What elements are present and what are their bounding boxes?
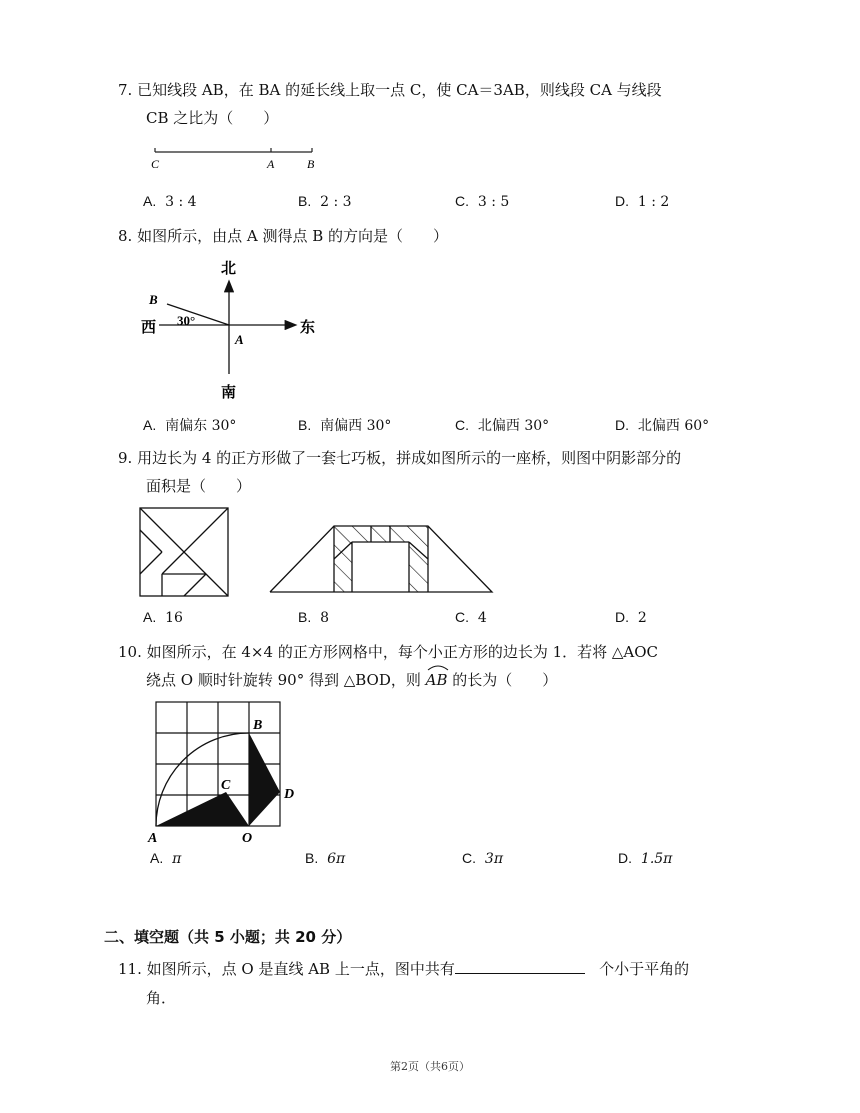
option-text: 1 : 2 xyxy=(637,194,670,210)
option-text: π xyxy=(172,851,182,867)
q10-stem-text-b: 的长为（ ） xyxy=(447,671,558,689)
option-text: 4 xyxy=(477,610,487,626)
q11-stem-line2: 角． xyxy=(146,989,177,1007)
option-text: 南偏东 30° xyxy=(165,418,237,434)
point-a-label: A xyxy=(235,332,244,347)
point-b-label: B xyxy=(307,157,315,171)
q7-segment-figure xyxy=(140,140,340,174)
option-letter: C. xyxy=(455,193,469,209)
option-letter: C. xyxy=(455,417,469,433)
option-letter: D. xyxy=(615,417,629,433)
option-text: 北偏西 60° xyxy=(637,418,710,434)
q8-option-a[interactable] xyxy=(143,415,236,435)
q10-option-a[interactable] xyxy=(150,850,181,867)
q9-stem-line2: 面积是（ ） xyxy=(146,477,252,495)
q10-option-d[interactable] xyxy=(618,850,672,867)
q8-stem-line1: 8. 如图所示，由点 A 测得点 B 的方向是（ ） xyxy=(118,227,449,245)
q7-option-a[interactable] xyxy=(143,193,197,210)
option-text: 1.5π xyxy=(640,851,673,867)
option-letter: A. xyxy=(150,850,164,866)
point-b-label: B xyxy=(149,292,158,307)
option-letter: B. xyxy=(298,193,312,209)
tangram-square-figure xyxy=(136,504,232,600)
q9-option-b[interactable] xyxy=(298,609,329,626)
q10-stem-text-a: 绕点 O 顺时针旋转 90° 得到 △BOD，则 xyxy=(146,671,426,689)
west-label: 西 xyxy=(141,320,157,336)
point-b-label: B xyxy=(253,718,263,733)
q10-stem-line1: 10. 如图所示，在 4×4 的正方形网格中，每个小正方形的边长为 1．若将 △AOC xyxy=(118,643,659,661)
south-label: 南 xyxy=(221,385,237,401)
option-text: 16 xyxy=(165,610,183,626)
answer-blank[interactable] xyxy=(455,959,585,974)
north-label: 北 xyxy=(221,261,237,277)
q9-stem-line1: 9. 用边长为 4 的正方形做了一套七巧板，拼成如图所示的一座桥，则图中阴影部分的 xyxy=(118,449,682,467)
page-footer: 第2页（共6页） xyxy=(390,1060,470,1073)
option-text: 南偏西 30° xyxy=(320,418,392,434)
option-letter: B. xyxy=(298,417,312,433)
option-text: 3π xyxy=(484,851,504,867)
q8-option-c[interactable] xyxy=(455,415,549,435)
triangle-bod xyxy=(249,733,280,826)
option-letter: D. xyxy=(615,609,629,625)
option-letter: C. xyxy=(455,609,469,625)
q10-stem-line2 xyxy=(146,669,557,691)
arc-ab-label: AB xyxy=(425,671,448,689)
option-letter: D. xyxy=(618,850,632,866)
q8-direction-figure xyxy=(135,252,335,404)
arc-mark-icon xyxy=(426,663,450,671)
option-letter: B. xyxy=(305,850,319,866)
q10-option-c[interactable] xyxy=(462,850,503,867)
option-text: 6π xyxy=(327,851,346,867)
q7-stem-line2: CB 之比为（ ） xyxy=(146,109,279,127)
angle-label: 30° xyxy=(177,313,196,328)
q10-grid-figure xyxy=(144,696,304,846)
east-label: 东 xyxy=(300,320,316,336)
option-text: 2 xyxy=(637,610,647,626)
option-letter: A. xyxy=(143,193,157,209)
q9-option-c[interactable] xyxy=(455,609,487,626)
q7-option-c[interactable] xyxy=(455,193,509,210)
q11-stem-text-a: 11. 如图所示，点 O 是直线 AB 上一点，图中共有 xyxy=(118,960,455,978)
option-text: 2 : 3 xyxy=(320,194,352,210)
q9-option-a[interactable] xyxy=(143,609,183,626)
option-text: 8 xyxy=(320,610,330,626)
option-letter: B. xyxy=(298,609,312,625)
q7-option-b[interactable] xyxy=(298,193,352,210)
point-c-label: C xyxy=(221,778,231,793)
q8-option-d[interactable] xyxy=(615,415,709,435)
option-letter: C. xyxy=(462,850,476,866)
q10-option-b[interactable] xyxy=(305,850,345,867)
tangram-bridge-figure xyxy=(266,514,498,598)
q8-option-b[interactable] xyxy=(298,415,391,435)
triangle-aoc xyxy=(156,792,249,826)
point-a-label: A xyxy=(267,157,275,171)
q11-stem-line1 xyxy=(118,958,689,980)
point-o-label: O xyxy=(242,831,253,846)
q9-option-d[interactable] xyxy=(615,609,647,626)
option-text: 3 : 4 xyxy=(165,194,197,210)
arc-ab-notation xyxy=(426,669,448,691)
section-heading: 二、填空题（共 5 小题；共 20 分） xyxy=(104,928,352,946)
point-c-label: C xyxy=(151,157,160,171)
q7-option-d[interactable] xyxy=(615,193,669,210)
option-text: 3 : 5 xyxy=(477,194,510,210)
q7-stem-line1: 7. 已知线段 AB，在 BA 的延长线上取一点 C，使 CA＝3AB，则线段 CA 与线段 xyxy=(118,81,662,99)
point-d-label: D xyxy=(284,787,295,802)
q11-stem-text-b: 个小于平角的 xyxy=(599,960,690,978)
option-letter: D. xyxy=(615,193,629,209)
option-letter: A. xyxy=(143,417,157,433)
option-letter: A. xyxy=(143,609,157,625)
point-a-label: A xyxy=(148,831,158,846)
option-text: 北偏西 30° xyxy=(477,418,550,434)
